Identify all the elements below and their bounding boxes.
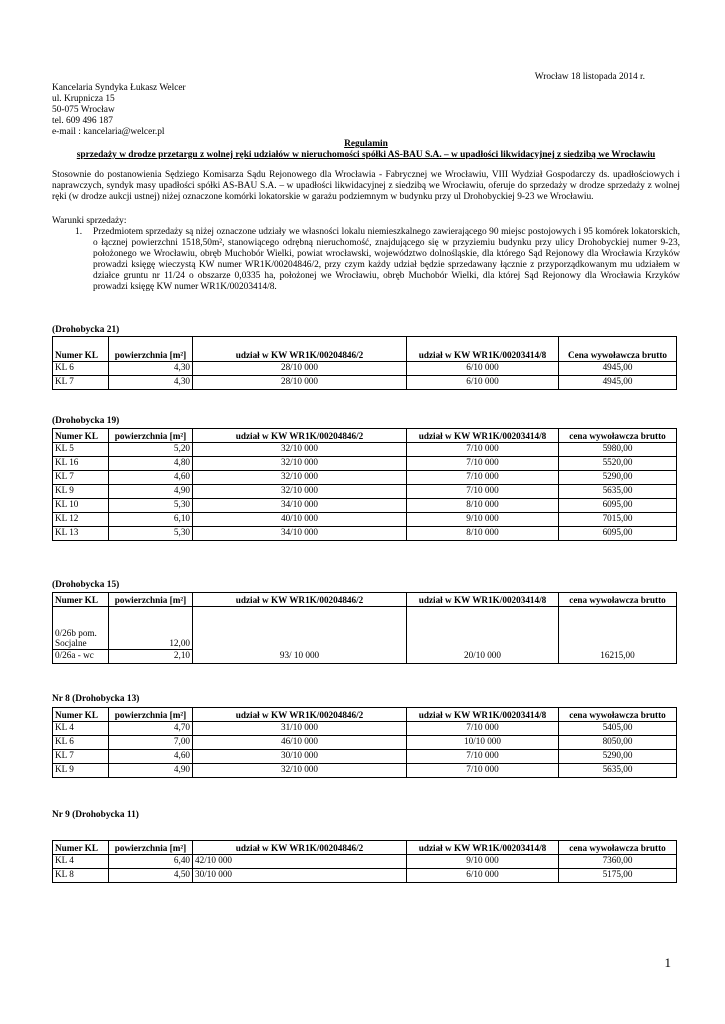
table-row <box>53 499 677 513</box>
header-cell: cena wywoławcza brutto <box>559 708 677 722</box>
header-cell: udział w KW WR1K/00203414/8 <box>407 429 559 443</box>
header-cell: udział w KW WR1K/00204846/2 <box>193 841 407 855</box>
table-header-row <box>53 337 677 362</box>
cell: 28/10 000 <box>193 362 407 376</box>
cell: 4,30 <box>109 376 193 390</box>
cell: KL 10 <box>53 499 109 513</box>
table-header-row <box>53 841 677 855</box>
cell: 0/26b pom. Socjalne <box>53 607 109 650</box>
header-cell: udział w KW WR1K/00204846/2 <box>193 429 407 443</box>
header-cell: cena wywoławcza brutto <box>559 841 677 855</box>
shares-table <box>52 336 677 390</box>
cell: 7/10 000 <box>407 471 559 485</box>
shares-table <box>52 592 677 664</box>
cell: 6/10 000 <box>407 869 559 883</box>
cell: 32/10 000 <box>193 471 407 485</box>
cell: 32/10 000 <box>193 485 407 499</box>
cell: KL 4 <box>53 855 109 869</box>
header-cell: cena wywoławcza brutto <box>559 593 677 607</box>
cell: KL 4 <box>53 722 109 736</box>
header-cell: Cena wywoławcza brutto <box>559 337 677 362</box>
header-cell: powierzchnia [m²] <box>109 841 193 855</box>
cell: 8/10 000 <box>407 527 559 541</box>
table-row <box>53 527 677 541</box>
cell: 20/10 000 <box>407 650 559 664</box>
cell: 4,90 <box>109 485 193 499</box>
cell: KL 16 <box>53 457 109 471</box>
cell: 9/10 000 <box>407 855 559 869</box>
cell: 7/10 000 <box>407 485 559 499</box>
cell: 8050,00 <box>559 736 677 750</box>
cell: 7/10 000 <box>407 443 559 457</box>
cell: 34/10 000 <box>193 499 407 513</box>
header-cell: udział w KW WR1K/00204846/2 <box>193 708 407 722</box>
cell: KL 8 <box>53 869 109 883</box>
header-cell: udział w KW WR1K/00203414/8 <box>407 708 559 722</box>
cell: 32/10 000 <box>193 457 407 471</box>
cell: 10/10 000 <box>407 736 559 750</box>
header-cell: udział w KW WR1K/00204846/2 <box>193 337 407 362</box>
condition-text: Przedmiotem sprzedaży są niżej oznaczone udziały we własności lokalu niemieszkalnego zawierającego 90 miejsc postojowych i 95 komórek lokatorskich, o łącznej powierzchni 1518,50m², stanowiącego odrębną nieruchomość, znajdującego się w przyziemiu budynku przy ulicy Drohobyckiej numer 9-23, położonego we Wrocławiu, obręb Muchobór Wielki, powiat wrocławski, województwo dolnośląskie, dla którego Sąd Rejonowy dla Wrocławia Krzyków prowadzi księgę wieczystą KW numer WR1K/00204846/2, przy czym każdy udział będzie sprzedawany łącznie z przyporządkowanym mu udziałem w działce gruntu nr 11/24 o obszarze 0,0335 ha, położonej we Wrocławiu, obręb Muchobór Wielki, dla której Sąd Rejonowy dla Wrocławia Krzyków prowadzi księgę KW numer WR1K/00203414/8. <box>93 227 680 292</box>
cell: 5290,00 <box>559 750 677 764</box>
table-row <box>53 485 677 499</box>
cell: 30/10 000 <box>193 869 407 883</box>
shares-table <box>52 840 677 883</box>
cell: 0/26a - wc <box>53 650 109 664</box>
sender-line: Kancelaria Syndyka Łukasz Welcer <box>52 83 186 93</box>
cell: 4,80 <box>109 457 193 471</box>
sender-line: e-mail : kancelaria@welcer.pl <box>52 126 165 137</box>
table-row <box>53 362 677 376</box>
cell: 32/10 000 <box>193 443 407 457</box>
intro-paragraph: Stosownie do postanowienia Sędziego Komisarza Sądu Rejonowego dla Wrocławia - Fabrycznej we Wrocławiu, VIII Wydział Gospodarczy ds. upadłościowych i naprawczych, syndyk masy upadłości spółki AS-BAU S.A. – w upadłości likwidacyjnej z siedzibą we Wrocławiu, oferuje do sprzedaży w drodze sprzedaży z wolnej ręki (w drodze aukcji ustnej) niżej oznaczone komórki lokatorskie w garażu podziemnym w budynku przy ul Drohobyckiej 9-23 we Wrocławiu. <box>52 170 680 202</box>
table-row <box>53 471 677 485</box>
cell: 7/10 000 <box>407 750 559 764</box>
table-row <box>53 855 677 869</box>
cell: KL 5 <box>53 443 109 457</box>
header-cell: Numer KL <box>53 337 109 362</box>
cell: KL 12 <box>53 513 109 527</box>
cell: 4,60 <box>109 471 193 485</box>
conditions-label: Warunki sprzedaży: <box>52 216 127 226</box>
cell: 6095,00 <box>559 499 677 513</box>
cell: 30/10 000 <box>193 750 407 764</box>
cell: 4,30 <box>109 362 193 376</box>
header-cell: powierzchnia [m²] <box>109 593 193 607</box>
cell: 46/10 000 <box>193 736 407 750</box>
cell: 6/10 000 <box>407 376 559 390</box>
header-cell: powierzchnia [m²] <box>109 429 193 443</box>
sender-address <box>52 83 186 138</box>
section-label: Nr 8 (Drohobycka 13) <box>52 694 140 704</box>
table-row <box>53 722 677 736</box>
cell: 93/ 10 000 <box>193 650 407 664</box>
table-row <box>53 764 677 778</box>
cell: KL 7 <box>53 376 109 390</box>
cell: 40/10 000 <box>193 513 407 527</box>
cell: 42/10 000 <box>193 855 407 869</box>
cell: 7,00 <box>109 736 193 750</box>
table-row <box>53 443 677 457</box>
cell: 5405,00 <box>559 722 677 736</box>
document-date: Wrocław 18 listopada 2014 r. <box>534 72 645 82</box>
table-header-row <box>53 593 677 607</box>
header-cell: udział w KW WR1K/00203414/8 <box>407 841 559 855</box>
cell: 6,40 <box>109 855 193 869</box>
cell: KL 13 <box>53 527 109 541</box>
cell: 7015,00 <box>559 513 677 527</box>
cell: 4,50 <box>109 869 193 883</box>
section-label: Nr 9 (Drohobycka 11) <box>52 810 139 820</box>
cell: KL 7 <box>53 471 109 485</box>
cell: 5290,00 <box>559 471 677 485</box>
cell: 5,20 <box>109 443 193 457</box>
header-cell: Numer KL <box>53 708 109 722</box>
cell: 7/10 000 <box>407 722 559 736</box>
cell: 32/10 000 <box>193 764 407 778</box>
table-row <box>53 457 677 471</box>
shares-table <box>52 707 677 778</box>
cell: 6/10 000 <box>407 362 559 376</box>
cell: 6095,00 <box>559 527 677 541</box>
sender-line: tel. 609 496 187 <box>52 115 113 126</box>
condition-number: 1. <box>75 227 83 237</box>
table-row <box>53 869 677 883</box>
cell: 7360,00 <box>559 855 677 869</box>
cell: 4,60 <box>109 750 193 764</box>
cell: 6,10 <box>109 513 193 527</box>
cell: 34/10 000 <box>193 527 407 541</box>
cell <box>193 607 407 650</box>
cell: KL 9 <box>53 485 109 499</box>
cell: 5175,00 <box>559 869 677 883</box>
cell: 5635,00 <box>559 485 677 499</box>
title-line-2: sprzedaży w drodze przetargu z wolnej ręki udziałów w nieruchomości spółki AS-BAU S.A. – w upadłości likwidacyjnej z siedzibą we Wrocławiu <box>76 149 656 160</box>
table-row <box>53 376 677 390</box>
header-cell: powierzchnia [m²] <box>109 708 193 722</box>
cell: KL 6 <box>53 362 109 376</box>
cell: KL 7 <box>53 750 109 764</box>
header-cell: udział w KW WR1K/00204846/2 <box>193 593 407 607</box>
cell: 4,90 <box>109 764 193 778</box>
table-header-row <box>53 708 677 722</box>
table-header-row <box>53 429 677 443</box>
section-label: (Drohobycka 19) <box>52 416 120 426</box>
cell: 4,70 <box>109 722 193 736</box>
sender-line: 50-075 Wrocław <box>52 104 115 115</box>
table-row <box>53 750 677 764</box>
table-row <box>53 736 677 750</box>
cell <box>559 607 677 650</box>
document-title <box>52 139 680 161</box>
cell: 5,30 <box>109 527 193 541</box>
table-row <box>53 513 677 527</box>
cell: 4945,00 <box>559 362 677 376</box>
table-row <box>53 607 677 650</box>
cell: 8/10 000 <box>407 499 559 513</box>
cell: 5635,00 <box>559 764 677 778</box>
cell <box>407 607 559 650</box>
section-label: (Drohobycka 15) <box>52 580 120 590</box>
cell: 2,10 <box>109 650 193 664</box>
header-cell: Numer KL <box>53 841 109 855</box>
shares-table <box>52 428 677 541</box>
header-cell: Numer KL <box>53 429 109 443</box>
sender-line: ul. Krupnicza 15 <box>52 93 115 104</box>
cell: 31/10 000 <box>193 722 407 736</box>
title-line-1: Regulamin <box>344 139 388 149</box>
cell: 28/10 000 <box>193 376 407 390</box>
cell: 9/10 000 <box>407 513 559 527</box>
table-row <box>53 650 677 664</box>
page-number: 1 <box>664 955 671 970</box>
header-cell: udział w KW WR1K/00203414/8 <box>407 337 559 362</box>
cell: 5,30 <box>109 499 193 513</box>
cell: 5980,00 <box>559 443 677 457</box>
header-cell: udział w KW WR1K/00203414/8 <box>407 593 559 607</box>
cell: 7/10 000 <box>407 457 559 471</box>
cell: 7/10 000 <box>407 764 559 778</box>
cell: 4945,00 <box>559 376 677 390</box>
header-cell: cena wywoławcza brutto <box>559 429 677 443</box>
cell: KL 6 <box>53 736 109 750</box>
section-label: (Drohobycka 21) <box>52 325 120 335</box>
header-cell: powierzchnia [m²] <box>109 337 193 362</box>
cell: 16215,00 <box>559 650 677 664</box>
cell: 12,00 <box>109 607 193 650</box>
header-cell: Numer KL <box>53 593 109 607</box>
cell: 5520,00 <box>559 457 677 471</box>
cell: KL 9 <box>53 764 109 778</box>
